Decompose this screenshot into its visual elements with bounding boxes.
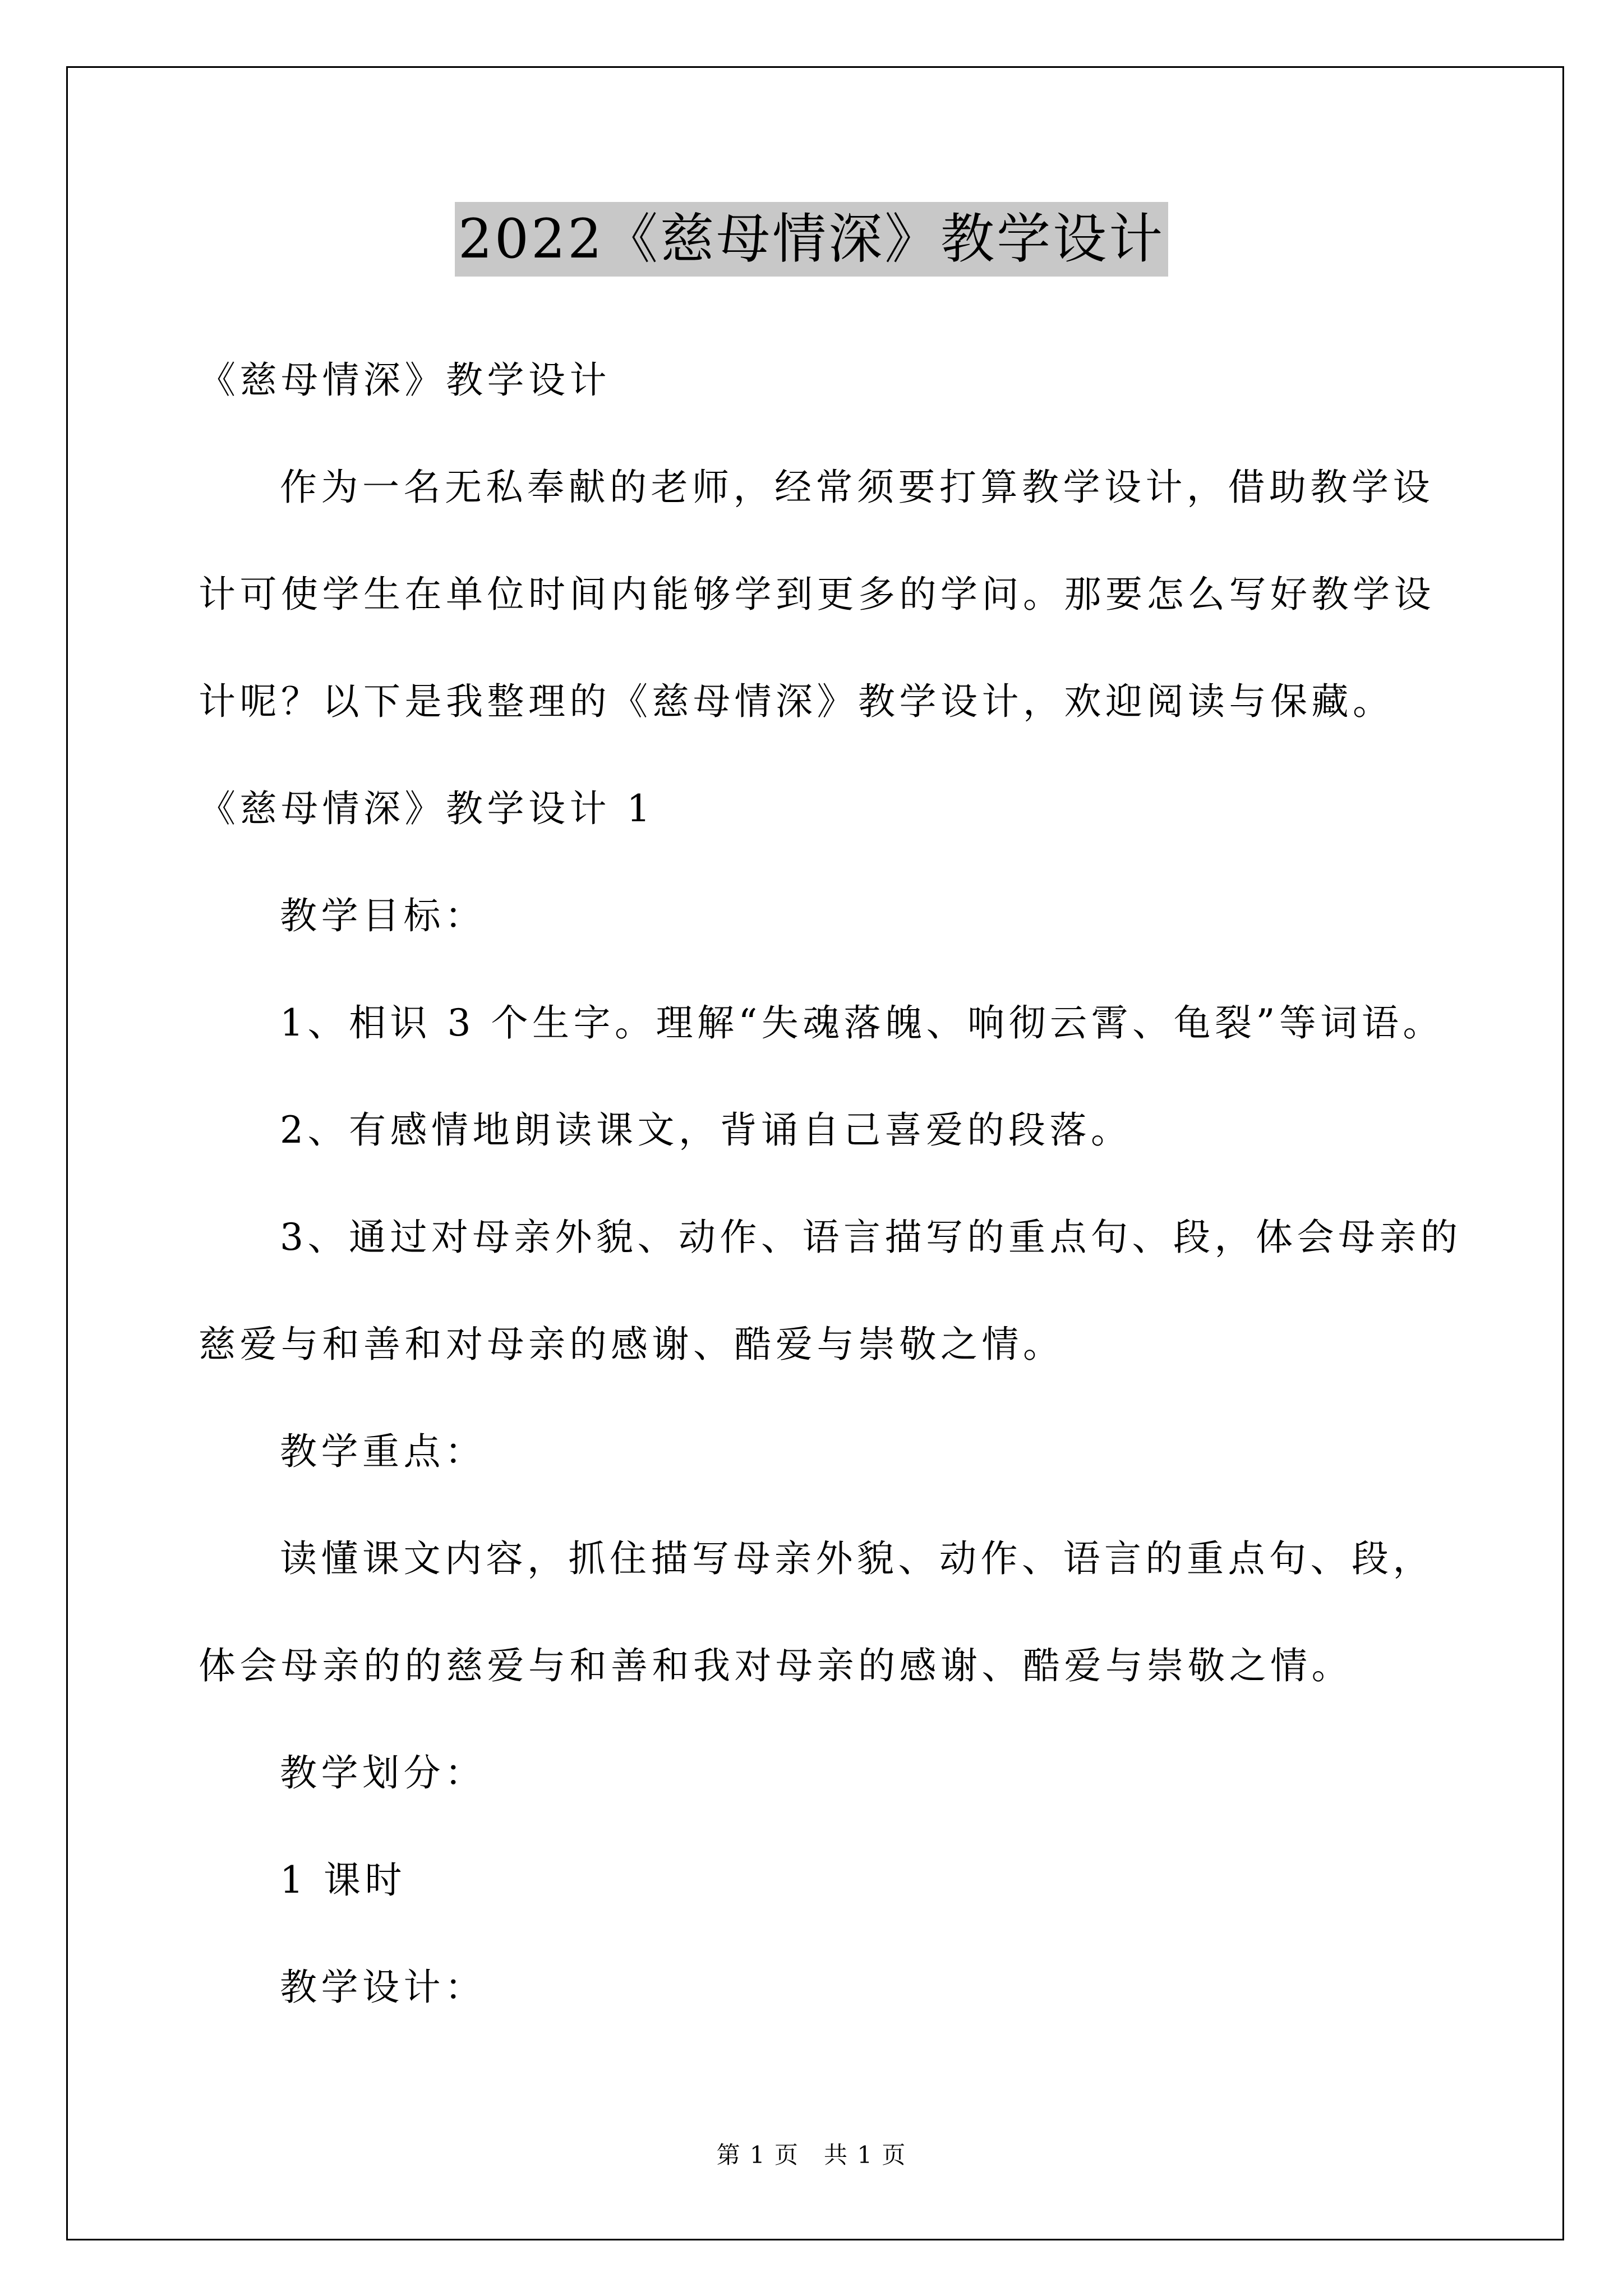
- intro-line: 作为一名无私奉献的老师，经常须要打算教学设计，借助教学设: [280, 466, 1434, 509]
- objective-item: [199, 1076, 1533, 1184]
- document-title: 2022《慈母情深》教学设计: [455, 202, 1168, 277]
- objective-line: 1、相识 3 个生字。理解“失魂落魄、响彻云霄、龟裂”等词语。: [280, 1001, 1444, 1045]
- page-number: 第 1 页 共 1 页: [716, 2141, 907, 2169]
- key-points-paragraph: [199, 1505, 1533, 1719]
- document-body: [199, 326, 1533, 2041]
- objective-line: 2、有感情地朗读课文，背诵自己喜爱的段落。: [280, 1108, 1132, 1152]
- objective-item: [199, 969, 1533, 1076]
- design-label: 教学设计：: [280, 1966, 486, 2009]
- title-container: [0, 202, 1623, 277]
- intro-paragraph: [199, 434, 1533, 755]
- key-points-label: 教学重点：: [280, 1430, 486, 1473]
- objectives-label: 教学目标：: [280, 894, 486, 937]
- period-value: 1 课时: [280, 1858, 406, 1902]
- key-points-line: 体会母亲的的慈爱与和善和我对母亲的感谢、酷爱与崇敬之情。: [199, 1644, 1353, 1687]
- page-footer: [0, 2140, 1623, 2170]
- document-heading: 《慈母情深》教学设计: [199, 358, 611, 402]
- key-points-line: 读懂课文内容，抓住描写母亲外貌、动作、语言的重点句、段，: [280, 1537, 1434, 1580]
- intro-line: 计呢？以下是我整理的《慈母情深》教学设计，欢迎阅读与保藏。: [199, 680, 1394, 723]
- intro-line: 计可使学生在单位时间内能够学到更多的学问。那要怎么写好教学设: [199, 573, 1435, 616]
- objective-item: [199, 1184, 1533, 1398]
- objective-line: 3、通过对母亲外貌、动作、语言描写的重点句、段，体会母亲的: [280, 1216, 1462, 1259]
- period-label: 教学划分：: [280, 1751, 486, 1795]
- objective-line: 慈爱与和善和对母亲的感谢、酷爱与崇敬之情。: [199, 1323, 1064, 1366]
- section-title: 《慈母情深》教学设计 1: [199, 787, 654, 830]
